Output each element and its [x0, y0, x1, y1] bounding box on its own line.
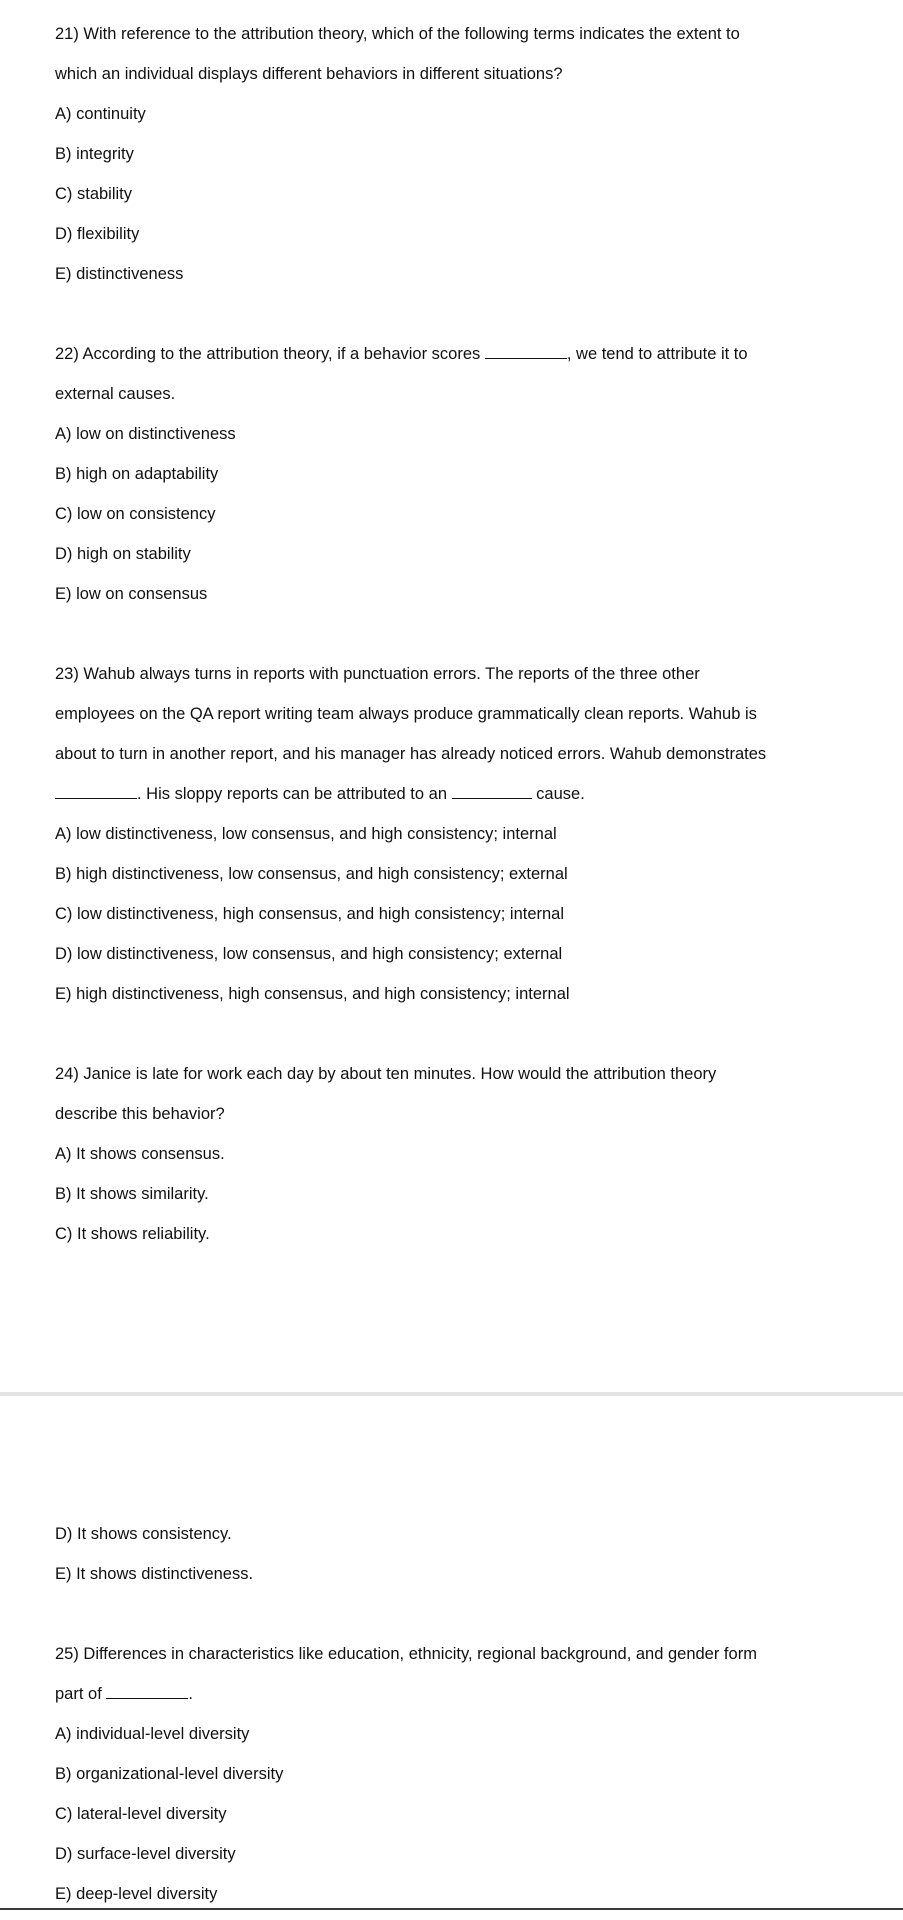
- q21-stem-line-1: 21) With reference to the attribution theory, which of the following terms indicates the extent to: [55, 25, 740, 43]
- q25-option-b: B) organizational-level diversity: [55, 1765, 284, 1783]
- document-page-2: [0, 1396, 903, 1908]
- q24-option-a: A) It shows consensus.: [55, 1145, 225, 1163]
- q23-stem-text-b: cause.: [531, 785, 585, 803]
- q23-option-a: A) low distinctiveness, low consensus, and high consistency; internal: [55, 825, 557, 843]
- q22-answer-blank: [485, 344, 567, 359]
- q22-stem-line-1: [55, 344, 748, 364]
- q22-option-e: E) low on consensus: [55, 585, 208, 603]
- q23-stem-text-a: . His sloppy reports can be attributed to an: [137, 785, 452, 803]
- q24-stem-line-2: describe this behavior?: [55, 1105, 225, 1123]
- q21-option-e: E) distinctiveness: [55, 265, 184, 283]
- q23-option-d: D) low distinctiveness, low consensus, and high consistency; external: [55, 945, 563, 963]
- q23-stem-line-2: employees on the QA report writing team always produce grammatically clean reports. Wahub is: [55, 705, 757, 723]
- q23-option-b: B) high distinctiveness, low consensus, and high consistency; external: [55, 865, 568, 883]
- q21-option-c: C) stability: [55, 185, 133, 203]
- q25-stem-line-1: 25) Differences in characteristics like education, ethnicity, regional background, and gender form: [55, 1645, 757, 1663]
- q23-stem-line-3: about to turn in another report, and his manager has already noticed errors. Wahub demonstrates: [55, 745, 767, 763]
- q24-option-b: B) It shows similarity.: [55, 1185, 209, 1203]
- q22-option-a: A) low on distinctiveness: [55, 425, 236, 443]
- q23-answer-blank-2: [452, 784, 532, 799]
- q22-option-c: C) low on consistency: [55, 505, 216, 523]
- q22-stem-text-b: , we tend to attribute it to: [566, 345, 748, 363]
- q25-answer-blank: [106, 1684, 188, 1699]
- q21-option-d: D) flexibility: [55, 225, 140, 243]
- q25-option-e: E) deep-level diversity: [55, 1885, 218, 1903]
- q25-option-c: C) lateral-level diversity: [55, 1805, 227, 1823]
- q21-option-b: B) integrity: [55, 145, 134, 163]
- q23-stem-line-1: 23) Wahub always turns in reports with punctuation errors. The reports of the three other: [55, 665, 700, 683]
- q25-stem-line-2: [55, 1684, 193, 1704]
- q22-option-b: B) high on adaptability: [55, 465, 219, 483]
- q25-option-d: D) surface-level diversity: [55, 1845, 236, 1863]
- q21-stem-line-2: which an individual displays different behaviors in different situations?: [55, 65, 563, 83]
- q21-option-a: A) continuity: [55, 105, 146, 123]
- q24-option-d: D) It shows consistency.: [55, 1525, 232, 1543]
- q22-option-d: D) high on stability: [55, 545, 191, 563]
- page-bottom-rule: [0, 1908, 903, 1910]
- q24-option-c: C) It shows reliability.: [55, 1225, 210, 1243]
- q25-stem-text-b: .: [188, 1685, 193, 1703]
- q25-stem-text-a: part of: [55, 1685, 107, 1703]
- q25-option-a: A) individual-level diversity: [55, 1725, 250, 1743]
- q24-stem-line-1: 24) Janice is late for work each day by about ten minutes. How would the attribution theory: [55, 1065, 717, 1083]
- q23-answer-blank-1: [55, 784, 137, 799]
- q24-option-e: E) It shows distinctiveness.: [55, 1565, 254, 1583]
- q22-stem-text-a: 22) According to the attribution theory, if a behavior scores: [55, 345, 485, 363]
- q22-stem-line-2: external causes.: [55, 385, 176, 403]
- q23-option-e: E) high distinctiveness, high consensus, and high consistency; internal: [55, 985, 570, 1003]
- q23-option-c: C) low distinctiveness, high consensus, and high consistency; internal: [55, 905, 565, 923]
- q23-stem-line-4: [55, 784, 585, 804]
